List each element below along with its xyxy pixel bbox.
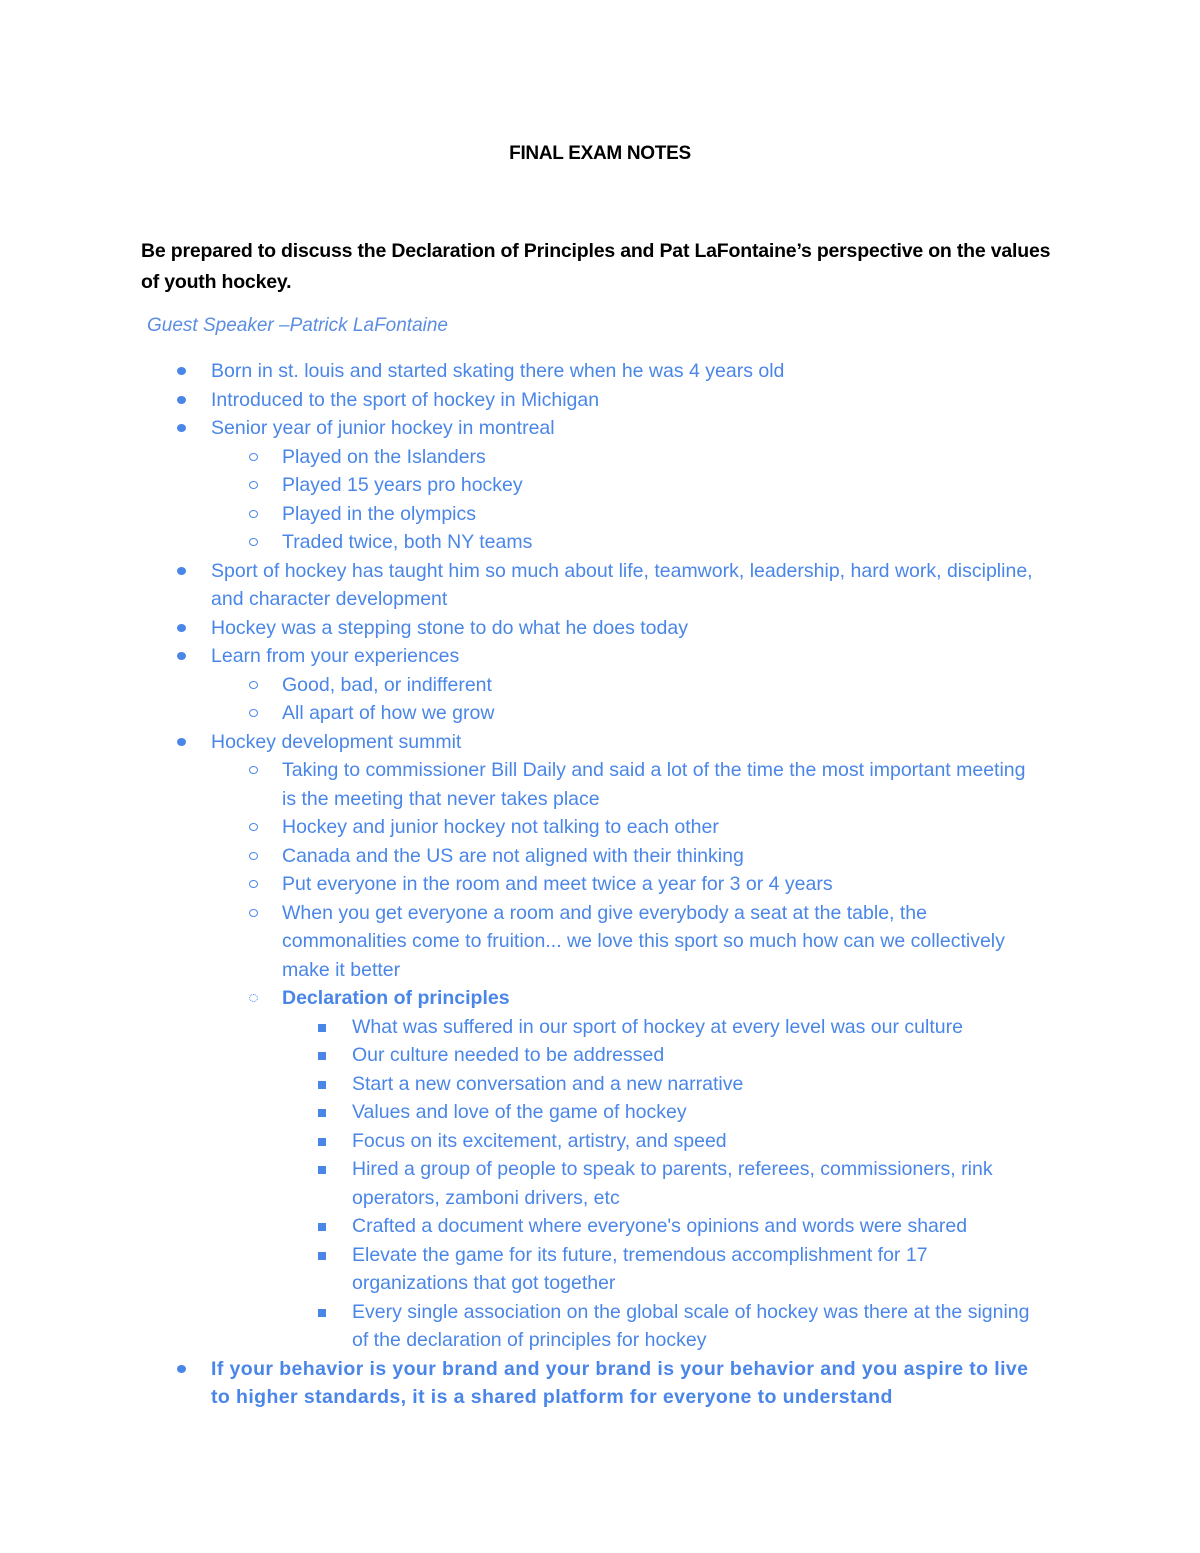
list-item: [0, 1127, 1042, 1156]
list-item-text: Values and love of the game of hockey: [352, 1101, 687, 1123]
list-item: [0, 1355, 1041, 1412]
list-item: [0, 984, 1042, 1013]
list-item: [0, 1155, 1042, 1212]
list-item: [0, 1098, 1042, 1127]
list-item-text: If your behavior is your brand and your brand is your behavior and you aspire to live to higher standards, it is a shared platform for everyone to understand: [211, 1357, 1029, 1408]
list-item: [0, 699, 1042, 728]
list-item-text: Taking to commissioner Bill Daily and said a lot of the time the most important meeting is the meeting that never takes place: [282, 759, 1026, 810]
list-item: [0, 557, 1041, 614]
exam-prompt: Be prepared to discuss the Declaration of Principles and Pat LaFontaine’s perspective on the values of youth hockey.: [141, 240, 1051, 293]
list-item: [0, 1298, 1042, 1355]
list-item-text: Sport of hockey has taught him so much about life, teamwork, leadership, hard work, discipline, and character development: [211, 559, 1033, 610]
list-item: [0, 756, 1042, 813]
list-item-text: Put everyone in the room and meet twice a year for 3 or 4 years: [282, 873, 833, 895]
list-item-text: Played in the olympics: [282, 502, 477, 525]
list-item: [0, 842, 1042, 871]
list-item-text: Canada and the US are not aligned with their thinking: [282, 844, 744, 867]
list-item-text: Hockey development summit: [211, 730, 462, 753]
list-item: [0, 386, 1041, 415]
list-item-text: Senior year of junior hockey in montreal: [211, 417, 555, 439]
list-item: [0, 728, 1041, 757]
list-item: [0, 870, 1042, 899]
list-item: [0, 1041, 1042, 1070]
notes-list: [0, 357, 1200, 1412]
list-item-text: Played on the Islanders: [282, 445, 486, 468]
list-item: [0, 443, 1042, 472]
list-item-text: Good, bad, or indifferent: [282, 673, 492, 696]
list-item: [0, 1212, 1042, 1241]
list-item-text: Born in st. louis and started skating there when he was 4 years old: [211, 360, 785, 382]
list-item: [0, 1013, 1042, 1042]
list-item: [0, 899, 1042, 985]
list-item: [0, 357, 1041, 386]
list-item: [0, 414, 1041, 443]
list-item-text: Learn from your experiences: [211, 645, 460, 667]
list-item: [0, 471, 1042, 500]
list-item-text: Every single association on the global scale of hockey was there at the signing of the declaration of principles for hockey: [352, 1300, 1030, 1351]
list-item-text: Hockey was a stepping stone to do what he does today: [211, 616, 688, 639]
list-item: [0, 813, 1042, 842]
list-item: [0, 500, 1042, 529]
list-item-text: What was suffered in our sport of hockey at every level was our culture: [352, 1015, 963, 1038]
list-item-text: Hired a group of people to speak to parents, referees, commissioners, rink operators, zamboni drivers, etc: [352, 1158, 993, 1209]
list-item-text: Elevate the game for its future, tremendous accomplishment for 17 organizations that got together: [352, 1243, 928, 1294]
page-title: FINAL EXAM NOTES: [509, 143, 691, 164]
list-item-text: Played 15 years pro hockey: [282, 474, 523, 496]
speaker-heading: Guest Speaker –Patrick LaFontaine: [147, 315, 449, 336]
list-item: [0, 1241, 1042, 1298]
list-item-text: Introduced to the sport of hockey in Michigan: [211, 388, 600, 411]
list-item-text: Traded twice, both NY teams: [282, 531, 533, 553]
list-item-text: Start a new conversation and a new narrative: [352, 1072, 744, 1095]
list-item-text: Declaration of principles: [282, 987, 510, 1009]
list-item-text: When you get everyone a room and give everybody a seat at the table, the commonalities come to fruition... we love this sport so much how can we collectively make it better: [282, 901, 1005, 981]
list-item: [0, 642, 1041, 671]
list-item: [0, 671, 1042, 700]
list-item-text: Our culture needed to be addressed: [352, 1044, 665, 1066]
list-item-text: Crafted a document where everyone's opinions and words were shared: [352, 1215, 968, 1237]
list-item: [0, 1070, 1042, 1099]
list-item-text: All apart of how we grow: [282, 702, 495, 724]
list-item-text: Focus on its excitement, artistry, and speed: [352, 1129, 727, 1152]
list-item: [0, 614, 1041, 643]
list-item-text: Hockey and junior hockey not talking to each other: [282, 816, 719, 838]
list-item: [0, 528, 1042, 557]
